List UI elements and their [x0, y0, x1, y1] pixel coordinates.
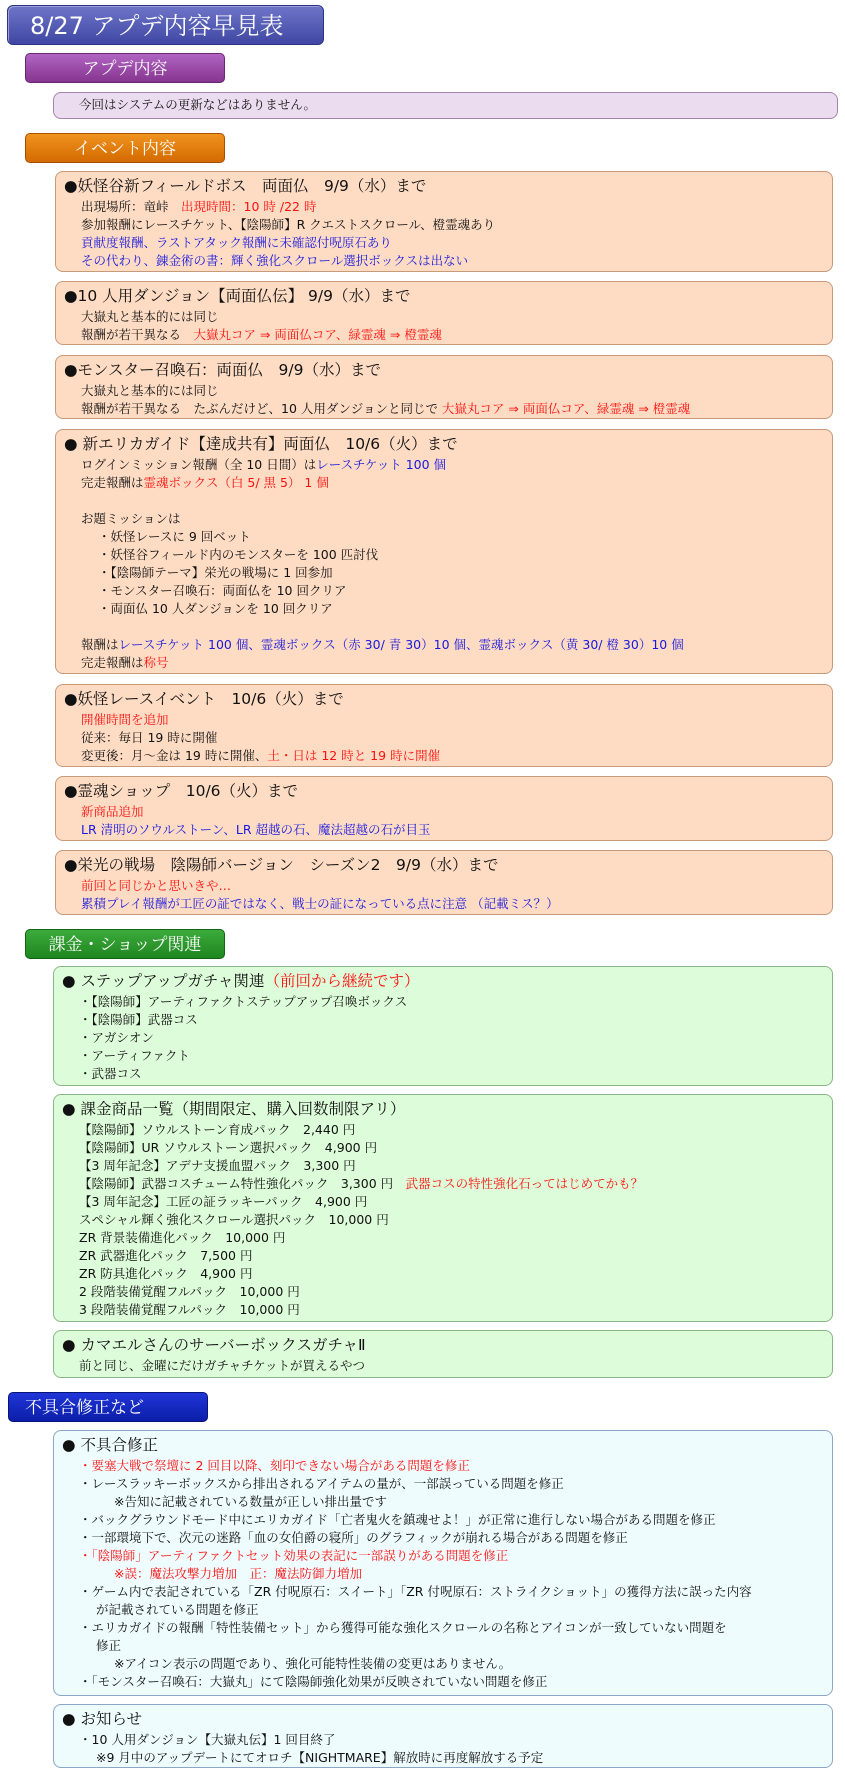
kamael-gacha-box [53, 1330, 833, 1378]
notice-box [53, 1704, 833, 1768]
bug-fixes-box [53, 1430, 833, 1696]
event-highlight: レースチケット 100 個、霊魂ボックス（赤 30/ 青 30）10 個、霊魂ボックス（黄 30/ 橙 30）10 個 [118, 637, 684, 652]
event-line [64, 400, 822, 418]
mission-item: ・妖怪レースに 9 回ベット [98, 529, 251, 544]
bugs-title: ● 不具合修正 [62, 1436, 158, 1454]
gacha-item: ・武器コス [79, 1066, 142, 1081]
event-yokai-race [55, 684, 833, 767]
event-highlight: 霊魂ボックス（白 5/ 黒 5） 1 個 [143, 475, 329, 490]
notice-title: ● お知らせ [62, 1710, 142, 1728]
kamael-line: 前と同じ、金曜にだけガチャチケットが買えるやつ [79, 1358, 366, 1373]
product-item: 【陰陽師】ソウルストーン育成パック 2,440 円 [79, 1122, 356, 1137]
bug-item: ・バックグラウンドモード中にエリカガイド「亡者鬼火を鎮魂せよ！」が正常に進行しない場合がある問題を修正 [79, 1512, 716, 1527]
event-title: ● 新エリカガイド【達成共有】両面仏 10/6（火）まで [64, 435, 458, 453]
notice-note: ※9 月中のアップデートにてオロチ【NIGHTMARE】解放時に再度解放する予定 [96, 1750, 544, 1765]
event-line: 貢献度報酬、ラストアタック報酬に未確認付呪原石あり [81, 235, 392, 250]
event-line: その代わり、錬金術の書：輝く強化スクロール選択ボックスは出ない [81, 253, 469, 268]
fixes-section-heading: 不具合修正など [8, 1392, 208, 1422]
event-dungeon [55, 281, 833, 345]
event-field-boss [55, 171, 833, 272]
event-text: 出現場所：竜峠 [81, 199, 182, 214]
bug-item: ・レースラッキーボックスから排出されるアイテムの量が、一部誤っている問題を修正 [79, 1476, 564, 1491]
event-title: ●モンスター召喚石：両面仏 9/9（水）まで [64, 361, 382, 379]
event-line [64, 456, 822, 474]
mission-item: ・モンスター召喚石：両面仏を 10 回クリア [98, 583, 347, 598]
event-line [64, 654, 822, 672]
gacha-item: ・【陰陽師】アーティファクトステップアップ召喚ボックス [79, 994, 408, 1009]
event-highlight: レースチケット 100 個 [316, 457, 447, 472]
product-item: ZR 武器進化パック 7,500 円 [79, 1248, 253, 1263]
event-title: ●妖怪レースイベント 10/6（火）まで [64, 690, 344, 708]
stepup-gacha-box [53, 966, 833, 1086]
product-item: 【3 周年記念】アデナ支援血盟パック 3,300 円 [79, 1158, 356, 1173]
products-title: ● 課金商品一覧（期間限定、購入回数制限アリ） [62, 1100, 406, 1118]
event-text: 完走報酬は [81, 475, 144, 490]
event-line: 参加報酬にレースチケット、【陰陽師】R クエストスクロール、橙霊魂あり [81, 217, 496, 232]
gacha-item: ・【陰陽師】武器コス [79, 1012, 198, 1027]
event-line: LR 清明のソウルストーン、LR 超越の石、魔法超越の石が目玉 [81, 822, 431, 837]
event-highlight: 出現時間：10 時 /22 時 [181, 199, 317, 214]
product-text: 【陰陽師】武器コスチューム特性強化パック 3,300 円 [79, 1176, 406, 1191]
billing-section-heading: 課金・ショップ関連 [25, 929, 225, 959]
product-item: 【陰陽師】UR ソウルストーン選択パック 4,900 円 [79, 1140, 378, 1155]
event-line [64, 474, 822, 492]
event-line: 従来：毎日 19 時に開催 [81, 730, 218, 745]
bug-note: ※アイコン表示の問題であり、強化可能特性装備の変更はありません。 [114, 1656, 512, 1671]
event-highlight: 称号 [143, 655, 169, 670]
event-summon-stone [55, 355, 833, 419]
notice-item: ・10 人用ダンジョン【大嶽丸伝】1 回目終了 [79, 1732, 336, 1747]
product-item: 3 段階装備覚醒フルパック 10,000 円 [79, 1302, 300, 1317]
event-line: 前回と同じかと思いきや… [81, 878, 232, 893]
bug-item: ・要塞大戦で祭壇に 2 回目以降、刻印できない場合がある問題を修正 [79, 1458, 470, 1473]
event-text: 報酬が若干異なる [81, 327, 194, 342]
event-title: ●妖怪谷新フィールドボス 両面仏 9/9（水）まで [64, 177, 427, 195]
event-highlight: 土・日は 12 時と 19 時に開催 [267, 748, 441, 763]
paid-products-box [53, 1094, 833, 1322]
bug-item: ・一部環境下で、次元の迷路「血の女伯爵の寝所」のグラフィックが崩れる場合がある問題を修正 [79, 1530, 628, 1545]
product-note: 武器コスの特性強化石ってはじめてかも？ [405, 1176, 644, 1191]
bug-item-cont: が記載されている問題を修正 [96, 1602, 259, 1617]
update-text: 今回はシステムの更新などはありません。 [79, 97, 317, 112]
gacha-item: ・アガシオン [79, 1030, 154, 1045]
update-section-heading: アプデ内容 [25, 53, 225, 83]
event-section-heading: イベント内容 [25, 133, 225, 163]
gacha-title-note: （前回から継続です） [264, 972, 420, 990]
event-line [64, 747, 822, 765]
event-text: 報酬が若干異なる たぶんだけど、10 人用ダンジョンと同じで [81, 401, 442, 416]
event-line: 開催時間を追加 [81, 712, 169, 727]
product-item: 【3 周年記念】工匠の証ラッキーパック 4,900 円 [79, 1194, 368, 1209]
event-title: ●10 人用ダンジョン【両面仏伝】 9/9（水）まで [64, 287, 411, 305]
gacha-title-text: ● ステップアップガチャ関連 [62, 972, 265, 990]
event-text: ログインミッション報酬（全 10 日間）は [81, 457, 317, 472]
product-item: 2 段階装備覚醒フルパック 10,000 円 [79, 1284, 300, 1299]
bug-item: ・エリカガイドの報酬「特性装備セット」から獲得可能な強化スクロールの名称とアイコンが一致していない問題を [79, 1620, 727, 1635]
gacha-title [62, 971, 822, 992]
event-line [64, 198, 822, 216]
event-line [64, 326, 822, 344]
bug-item: ・ゲーム内で表記されている「ZR 付呪原石：スイート」「ZR 付呪原石：ストライクショット」の獲得方法に誤った内容 [79, 1584, 752, 1599]
event-title: ●霊魂ショップ 10/6（火）まで [64, 782, 299, 800]
mission-item: ・【陰陽師テーマ】栄光の戦場に 1 回参加 [98, 565, 333, 580]
bug-item: ・「モンスター召喚石：大嶽丸」にて陰陽師強化効果が反映されていない問題を修正 [79, 1674, 548, 1689]
product-item [62, 1175, 822, 1193]
event-line: 大嶽丸と基本的には同じ [81, 383, 219, 398]
event-highlight: 大嶽丸コア ⇒ 両面仏コア、緑霊魂 ⇒ 橙霊魂 [441, 401, 691, 416]
event-text: 報酬は [81, 637, 119, 652]
page-title: 8/27 アプデ内容早見表 [7, 5, 324, 45]
event-text: 完走報酬は [81, 655, 144, 670]
bug-item-cont: 修正 [96, 1638, 122, 1653]
bug-note: ※告知に記載されている数量が正しい排出量です [114, 1494, 387, 1509]
event-text: 変更後：月～金は 19 時に開催、 [81, 748, 268, 763]
event-line: 大嶽丸と基本的には同じ [81, 309, 219, 324]
product-item: スペシャル輝く強化スクロール選択パック 10,000 円 [79, 1212, 389, 1227]
mission-item: ・両面仏 10 人ダンジョンを 10 回クリア [98, 601, 333, 616]
bug-item: ・「陰陽師」アーティファクトセット効果の表記に一部誤りがある問題を修正 [79, 1548, 509, 1563]
event-highlight: 大嶽丸コア ⇒ 両面仏コア、緑霊魂 ⇒ 橙霊魂 [193, 327, 442, 342]
product-item: ZR 防具進化パック 4,900 円 [79, 1266, 253, 1281]
event-line [64, 636, 822, 654]
event-soul-shop [55, 776, 833, 841]
event-line: 新商品追加 [81, 804, 144, 819]
event-line: 累積プレイ報酬が工匠の証ではなく、戦士の証になっている点に注意 （記載ミス？） [81, 896, 559, 911]
kamael-title: ● カマエルさんのサーバーボックスガチャⅡ [62, 1336, 366, 1354]
event-erika-guide [55, 429, 833, 674]
update-info-box [53, 92, 838, 119]
mission-item: ・妖怪谷フィールド内のモンスターを 100 匹討伐 [98, 547, 379, 562]
event-title: ●栄光の戦場 陰陽師バージョン シーズン2 9/9（水）まで [64, 856, 499, 874]
event-line: お題ミッションは [81, 511, 181, 526]
gacha-item: ・アーティファクト [79, 1048, 190, 1063]
product-item: ZR 背景装備進化パック 10,000 円 [79, 1230, 286, 1245]
event-glory-battlefield [55, 850, 833, 915]
bug-note: ※誤：魔法攻撃力増加 正：魔法防御力増加 [114, 1566, 362, 1581]
